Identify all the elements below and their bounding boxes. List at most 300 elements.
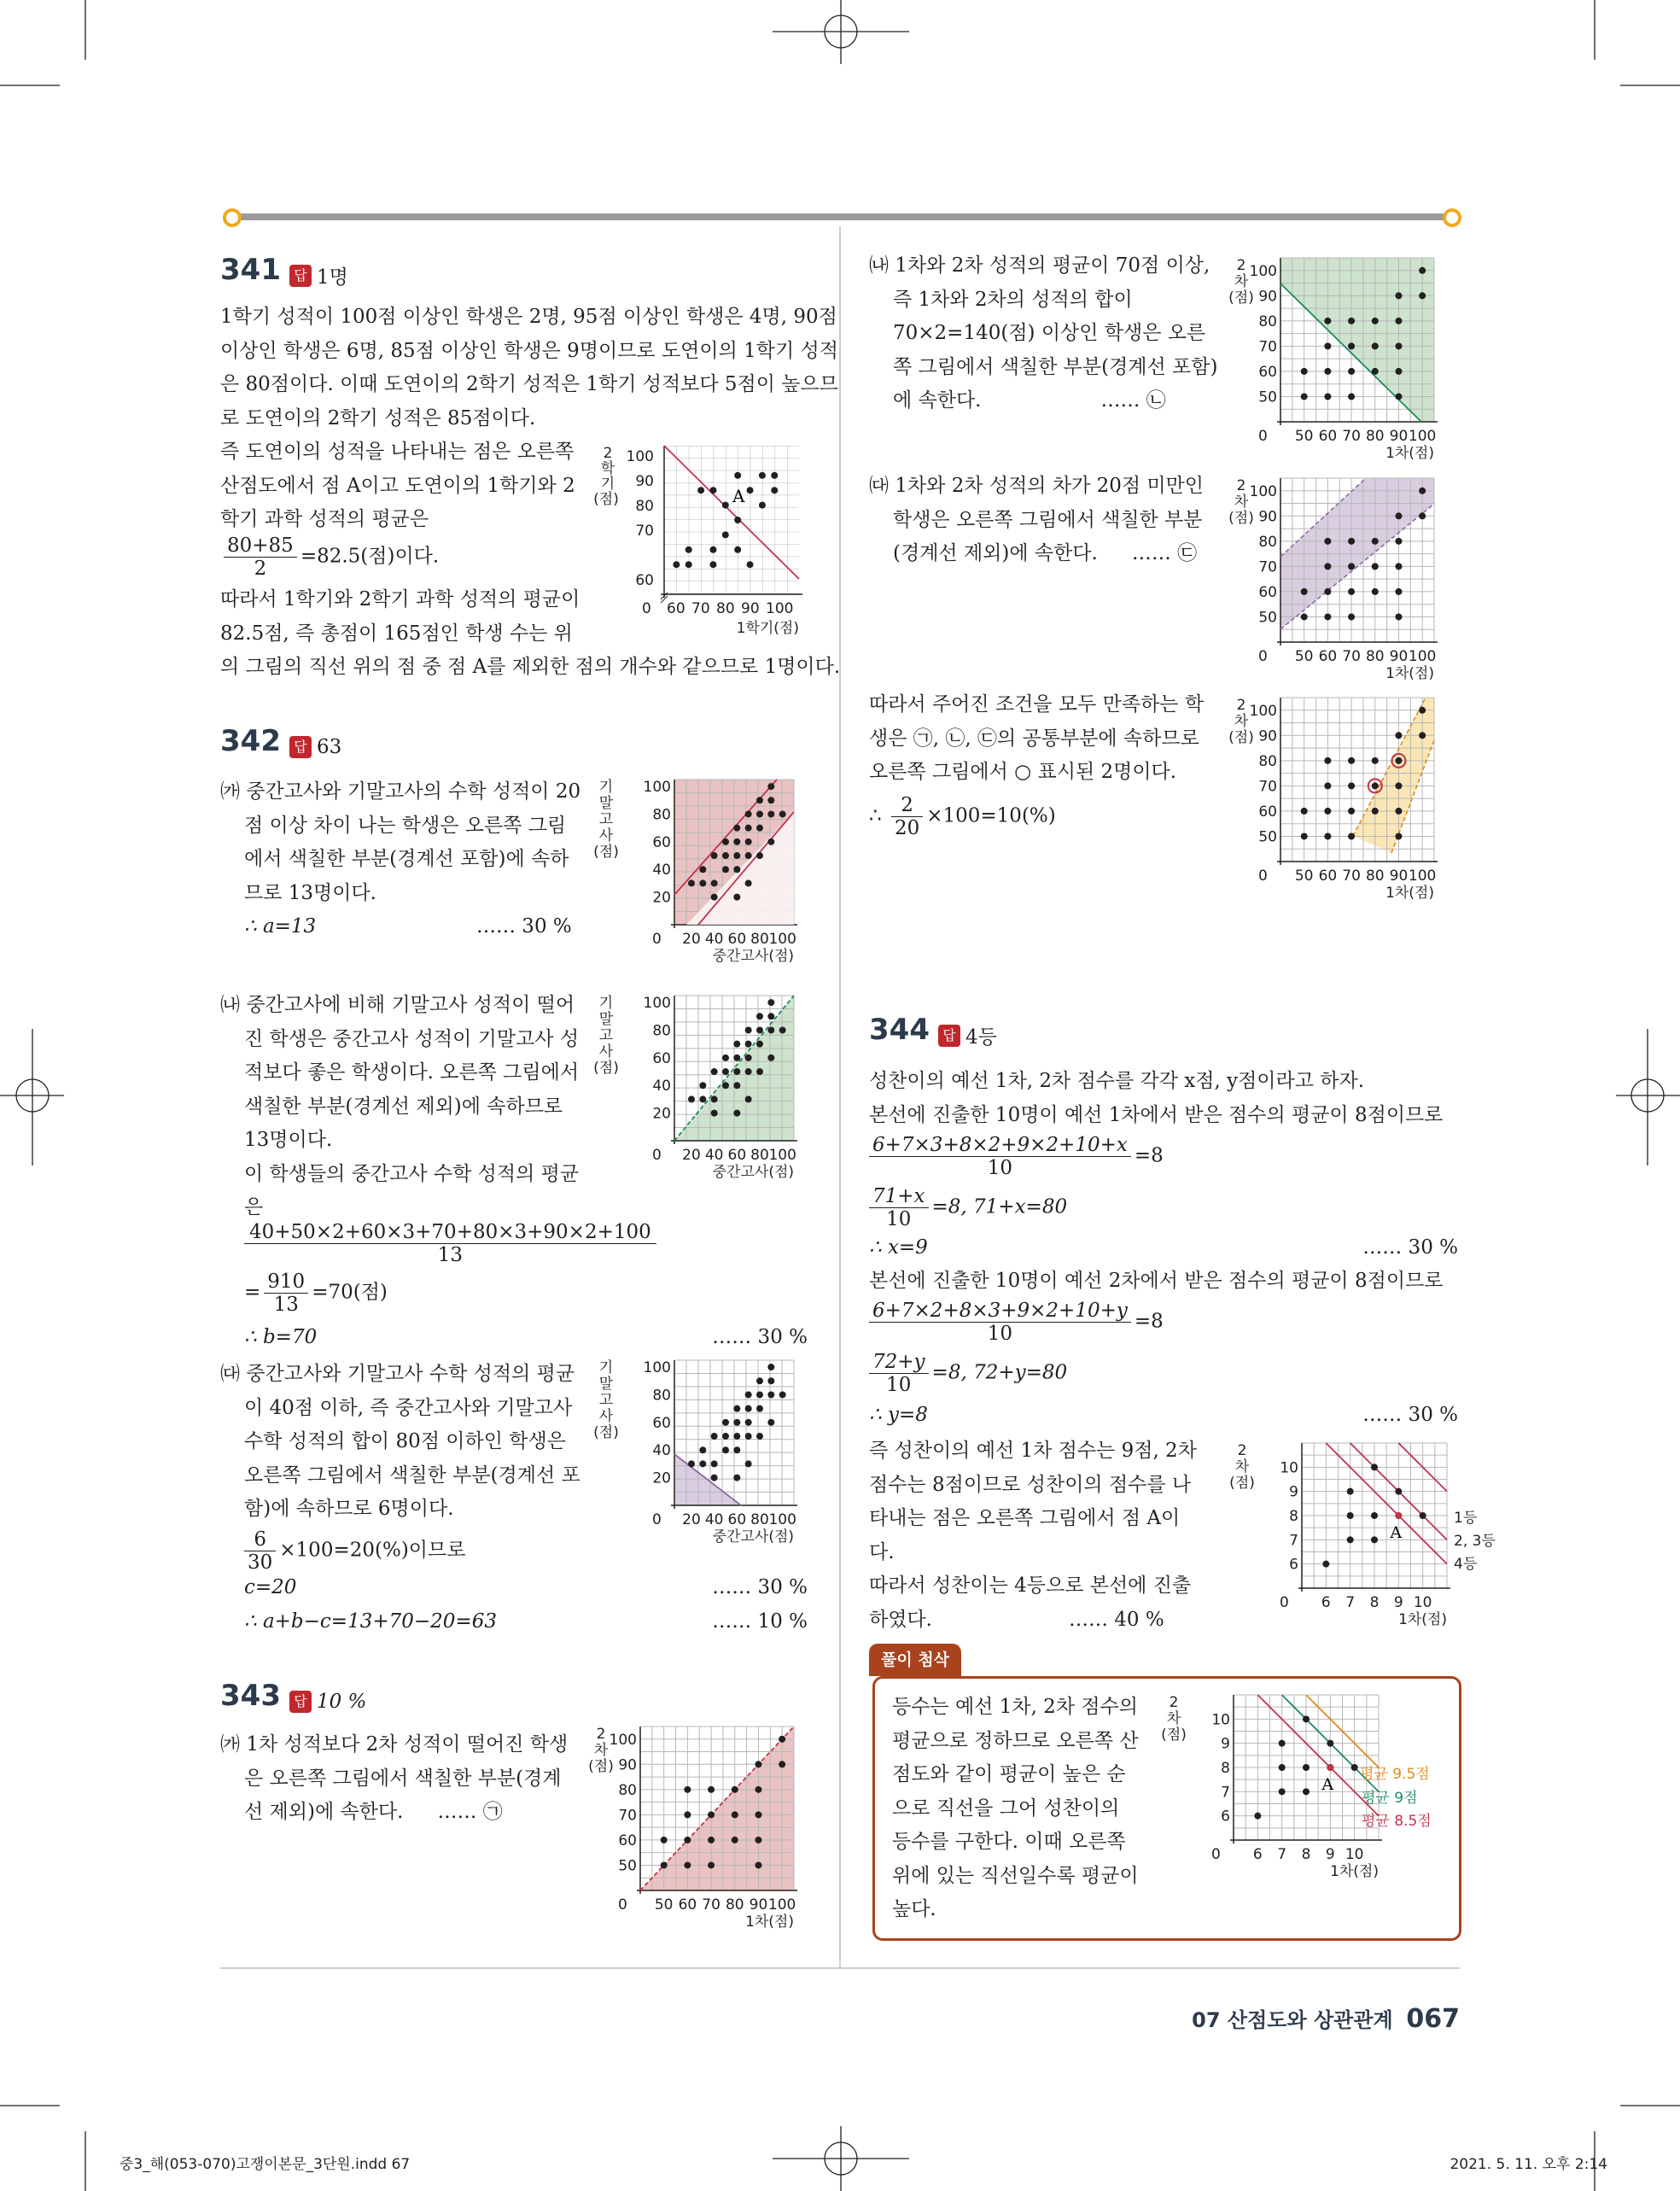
xlabel: 중간고사(점): [712, 1528, 794, 1545]
data-point: [709, 561, 716, 568]
text-line: 위에 있는 직선일수록 평균이: [892, 1864, 1139, 1887]
data-point: [1348, 757, 1355, 764]
problem-341-header: [220, 253, 348, 289]
data-point: [734, 546, 741, 553]
ylabel-char: 사: [598, 1043, 614, 1060]
p342-na-result: = $\frac{910}{13}$ =70(점): [244, 1271, 388, 1316]
origin-label: 0: [652, 1147, 662, 1164]
data-point: [1371, 1464, 1378, 1470]
therefore: ∴: [869, 804, 882, 827]
p343-part-na: [869, 249, 1217, 418]
text-line: 수학 성적의 합이 80점 이하인 학생은: [244, 1430, 566, 1452]
data-point: [733, 866, 740, 873]
p342-part-na: [220, 989, 579, 1225]
part-marker: ㈎: [220, 780, 240, 803]
data-point: [756, 1013, 763, 1020]
data-point: [779, 1736, 785, 1743]
data-point: [688, 1096, 695, 1102]
fraction-tail: =8, 71+x=80: [931, 1195, 1068, 1218]
data-point: [733, 1419, 740, 1426]
data-point: [699, 1460, 706, 1467]
data-point: [1395, 318, 1402, 324]
data-point: [759, 502, 766, 509]
data-point: [767, 1391, 774, 1398]
xtick: 100: [766, 600, 794, 617]
final-answer: ∴ a+b−c=13+70−20=63: [244, 1610, 497, 1633]
score: …… 30 %: [712, 1576, 808, 1598]
p342-final: [244, 1605, 808, 1639]
data-point: [745, 825, 752, 832]
ylabel-char: 차: [1234, 273, 1249, 290]
data-point: [1303, 1788, 1310, 1795]
scatter-343-ga: [589, 1716, 820, 1938]
data-point: [1395, 563, 1402, 570]
data-point: [711, 1460, 718, 1467]
line-label: 2, 3등: [1454, 1533, 1496, 1550]
problem-number: 342: [220, 724, 281, 758]
xtick: 80: [1365, 648, 1385, 665]
ylabel-char: 2: [1236, 477, 1246, 494]
data-point: [1371, 1536, 1378, 1543]
text-line: 이 학생들의 중간고사 수학 성적의 평균: [244, 1162, 580, 1185]
data-point: [711, 852, 718, 859]
data-point: [673, 561, 680, 568]
header-dot-left: [223, 208, 242, 227]
text-line: 진 학생은 중간고사 성적이 기말고사 성: [244, 1027, 580, 1050]
ytick: 90: [1258, 727, 1277, 745]
ytick: 50: [1258, 828, 1277, 846]
ytick: 60: [635, 572, 654, 589]
data-point: [1279, 1788, 1286, 1795]
data-point: [1254, 1813, 1261, 1820]
ytick: 80: [652, 1387, 671, 1405]
data-point: [708, 1837, 715, 1843]
data-point: [1301, 808, 1308, 815]
data-point: [708, 1786, 715, 1793]
data-point: [1372, 808, 1379, 815]
data-point: [1372, 538, 1379, 545]
xtick: 80: [750, 1147, 769, 1164]
answer-badge: 답: [289, 736, 312, 758]
data-point: [767, 1377, 774, 1384]
ytick: 80: [1258, 533, 1277, 551]
text-line: 즉 1차와 2차의 성적의 합이: [893, 288, 1133, 311]
data-point: [771, 472, 778, 479]
text-line: 따라서 주어진 조건을 모두 만족하는 학: [869, 693, 1205, 716]
data-point: [1347, 1512, 1354, 1519]
data-point: [745, 1419, 752, 1426]
data-point: [733, 1055, 740, 1061]
data-point: [1395, 512, 1402, 519]
ylabel-char: 고: [598, 811, 614, 828]
scatter-341: [589, 435, 820, 640]
text-line: 82.5점, 즉 총점이 165점인 학생 수는 위: [220, 622, 573, 645]
xtick: 60: [727, 931, 747, 948]
origin-label: 0: [652, 931, 662, 948]
text-line: 중간고사와 기말고사 수학 성적의 평균: [246, 1363, 575, 1385]
fraction-numerator: 6+7×3+8×2+9×2+10+x: [869, 1134, 1131, 1157]
scatter-342-na: [589, 989, 820, 1194]
xtick: 6: [1252, 1846, 1263, 1863]
line-label: 4등: [1454, 1556, 1478, 1573]
xtick: 60: [678, 1896, 697, 1913]
ylabel-char: 2: [1169, 1694, 1179, 1711]
answer-badge: 답: [289, 1691, 312, 1713]
xtick: 100: [768, 1147, 796, 1164]
ytick: 90: [635, 473, 654, 490]
ytick: 90: [1258, 508, 1277, 526]
data-point: [1324, 833, 1331, 839]
data-point: [1395, 393, 1402, 400]
data-point: [1322, 1561, 1329, 1568]
ylabel-char: 고: [598, 1392, 614, 1409]
data-point: [745, 1068, 752, 1075]
print-slug-file: 중3_해(053-070)고쟁이본문_3단원.indd 67: [120, 2156, 411, 2173]
text-line: 따라서 성찬이는 4등으로 본선에 진출: [869, 1575, 1192, 1597]
data-point: [732, 1837, 738, 1843]
score: …… 10 %: [712, 1610, 808, 1633]
data-point: [1348, 833, 1355, 839]
part-marker: ㈎: [220, 1733, 240, 1756]
data-point: [685, 561, 692, 568]
text-line: 본선에 진출한 10명이 예선 2차에서 받은 점수의 평균이 8점이므로: [869, 1270, 1444, 1292]
text-line: 1차 성적보다 2차 성적이 떨어진 학생: [246, 1733, 569, 1756]
data-point: [1372, 563, 1379, 570]
data-point: [1372, 368, 1379, 375]
ytick: 100: [1249, 262, 1277, 280]
data-point: [779, 1391, 786, 1398]
ylabel-unit: (점): [1229, 1475, 1255, 1492]
data-point: [722, 838, 729, 845]
data-point: [722, 1433, 729, 1440]
data-point: [1395, 757, 1402, 764]
data-point: [745, 1391, 752, 1398]
data-point: [755, 1837, 761, 1843]
ytick: 90: [618, 1756, 637, 1774]
xtick: 60: [727, 1511, 747, 1528]
xtick: 7: [1277, 1846, 1287, 1863]
fraction-denominator: 13: [437, 1244, 464, 1266]
answer-text: 10 %: [316, 1690, 367, 1713]
data-point: [1324, 613, 1331, 620]
ytick: 60: [652, 833, 671, 851]
ylabel-char: 말: [598, 1011, 614, 1028]
data-point: [1301, 833, 1308, 839]
data-point: [684, 1837, 691, 1843]
data-point: [779, 810, 786, 817]
text-line: 점도와 같이 평균이 높은 순: [892, 1763, 1126, 1785]
data-point: [1419, 707, 1426, 714]
data-point: [779, 1761, 785, 1767]
ytick: 80: [1258, 752, 1277, 770]
text-line: 점 이상 차이 나는 학생은 오른쪽 그림: [244, 814, 567, 837]
ytick: 6: [1289, 1556, 1298, 1574]
data-point: [684, 1786, 691, 1793]
ytick: 8: [1221, 1760, 1230, 1777]
data-point: [745, 852, 752, 859]
origin-label: 0: [652, 1511, 662, 1528]
data-point: [1348, 563, 1355, 570]
data-point: [745, 810, 752, 817]
ytick: 70: [1258, 338, 1277, 356]
data-point: [1347, 1488, 1354, 1495]
point-A-label: A: [1390, 1523, 1403, 1542]
header-bar: [234, 213, 1451, 220]
data-point: [1372, 342, 1379, 349]
p342-da-fraction: [244, 1528, 465, 1574]
ytick: 60: [618, 1832, 637, 1849]
point-A: [1395, 1512, 1402, 1519]
text-line: 이상인 학생은 6명, 85점 이상인 학생은 9명이므로 도연이의 1학기 성적: [220, 339, 838, 362]
xtick: 90: [749, 1896, 768, 1913]
data-point: [722, 1055, 729, 1061]
xtick: 70: [1342, 648, 1361, 665]
xtick: 100: [768, 1511, 796, 1528]
ytick: 100: [643, 995, 671, 1013]
ylabel-char: 차: [1234, 713, 1249, 730]
data-point: [745, 879, 752, 886]
data-point: [756, 852, 763, 859]
p343-part-da: [869, 470, 1204, 571]
fraction-numerator: 910: [264, 1271, 308, 1294]
xtick: 80: [1365, 868, 1385, 885]
ylabel-char: 차: [593, 1742, 609, 1759]
ytick: 7: [1221, 1784, 1230, 1802]
data-point: [722, 531, 729, 538]
text-line: 본선에 진출한 10명이 예선 1차에서 받은 점수의 평균이 8점이므로: [869, 1103, 1444, 1126]
text-line: 은 80점이다. 이때 도연이의 2학기 성적은 1학기 성적보다 5점이 높으므: [220, 373, 838, 395]
data-point: [733, 825, 740, 832]
xtick: 6: [1321, 1594, 1331, 1611]
data-point: [1372, 757, 1379, 764]
ytick: 10: [1211, 1711, 1230, 1729]
p344-intro: [869, 1065, 1443, 1132]
data-point: [1395, 732, 1402, 739]
data-point: [697, 487, 704, 494]
xlabel: 1차(점): [1385, 665, 1434, 682]
data-point: [767, 810, 774, 817]
line-label: 평균 8.5점: [1362, 1813, 1432, 1830]
xtick: 20: [682, 931, 701, 948]
data-point: [767, 1055, 774, 1061]
xtick: 80: [725, 1896, 744, 1913]
xtick: 10: [1345, 1846, 1364, 1863]
fraction-tail: ×100=20(%)이므로: [279, 1539, 466, 1562]
conclusion: ∴ a=13: [244, 915, 317, 938]
part-marker: ㈐: [220, 1363, 240, 1385]
xtick: 40: [704, 1511, 724, 1528]
ytick: 6: [1221, 1808, 1230, 1826]
text-line: 점수는 8점이므로 성찬이의 점수를 나: [869, 1473, 1192, 1496]
data-point: [733, 1446, 740, 1453]
problem-number: 343: [220, 1679, 281, 1713]
ylabel-char: 고: [598, 1027, 614, 1044]
ytick: 100: [1249, 482, 1277, 500]
data-point: [767, 1013, 774, 1020]
ytick: 50: [1258, 389, 1277, 406]
data-point: [1395, 808, 1402, 815]
data-point: [1324, 368, 1331, 375]
xtick: 90: [1389, 428, 1409, 445]
origin-label: 0: [1258, 428, 1268, 445]
ylabel-char: 말: [598, 1376, 614, 1393]
p344-eq4: [869, 1351, 1067, 1396]
data-point: [699, 1096, 706, 1102]
text-line: 1차와 2차 성적의 평균이 70점 이상,: [895, 254, 1210, 277]
data-point: [732, 1811, 738, 1818]
text-line: 즉 도연이의 성적을 나타내는 점은 오른쪽: [220, 441, 575, 463]
data-point: [733, 1475, 740, 1481]
data-point: [1395, 1488, 1402, 1495]
data-point: [1395, 292, 1402, 299]
fraction-numerator: 6: [244, 1528, 276, 1551]
problem-342-header: [220, 724, 341, 758]
ytick: 80: [652, 806, 671, 824]
data-point: [1327, 1740, 1333, 1747]
data-point: [708, 1811, 715, 1818]
data-point: [734, 472, 741, 479]
xtick: 9: [1393, 1594, 1403, 1611]
data-point: [745, 1433, 752, 1440]
data-point: [1301, 368, 1308, 375]
xtick: 9: [1325, 1846, 1335, 1863]
page-footer: [1192, 2003, 1460, 2034]
ytick: 40: [652, 1078, 671, 1096]
data-point: [711, 1096, 718, 1102]
origin-label: 0: [1258, 868, 1268, 885]
p344-l3: [869, 1265, 1443, 1299]
fraction-tail: =82.5(점)이다.: [300, 545, 440, 568]
xlabel: 1차(점): [1398, 1611, 1447, 1628]
data-point: [1395, 613, 1402, 620]
part-marker: ㈏: [869, 254, 889, 277]
ytick: 10: [1280, 1459, 1298, 1477]
data-point: [1347, 1536, 1354, 1543]
origin-label: 0: [1258, 648, 1268, 665]
data-point: [767, 797, 774, 803]
page-number: 067: [1406, 2004, 1460, 2034]
data-point: [722, 866, 729, 873]
data-point: [745, 1405, 752, 1412]
text-line: 1차와 2차 성적의 차가 20점 미만인: [895, 475, 1205, 497]
data-point: [756, 1391, 763, 1398]
data-point: [1324, 393, 1331, 400]
ytick: 70: [635, 523, 654, 540]
data-point: [1324, 318, 1331, 324]
data-point: [756, 1377, 763, 1384]
data-point: [745, 1096, 752, 1102]
fraction-denominator: 13: [273, 1294, 299, 1316]
score: …… 30 %: [712, 1326, 808, 1348]
ytick: 9: [1221, 1735, 1230, 1753]
data-point: [756, 825, 763, 832]
tag: …… ㉢: [1131, 542, 1198, 564]
data-point: [709, 546, 716, 553]
text-line: 오른쪽 그림에서 ○ 표시된 2명이다.: [869, 761, 1177, 783]
xtick: 100: [1408, 648, 1437, 665]
part-marker: ㈏: [220, 994, 240, 1016]
text-line: 타내는 점은 오른쪽 그림에서 점 A이: [869, 1507, 1181, 1529]
data-point: [708, 1861, 715, 1868]
data-point: [733, 1433, 740, 1440]
text-line: 등수를 구한다. 이때 오른쪽: [892, 1831, 1126, 1853]
data-point: [722, 502, 729, 509]
ylabel-char: 2: [1237, 1442, 1247, 1459]
data-point: [771, 487, 778, 494]
data-point: [1301, 613, 1308, 620]
data-point: [711, 1110, 718, 1117]
text-line: 에서 색칠한 부분(경계선 포함)에 속하: [244, 848, 569, 870]
data-point: [755, 1786, 761, 1793]
ytick: 50: [618, 1857, 637, 1875]
text-line: 은 오른쪽 그림에서 색칠한 부분(경계: [244, 1767, 562, 1790]
data-point: [745, 1026, 752, 1033]
text-line: 선 제외)에 속한다.: [244, 1801, 404, 1823]
scatter-344: [1216, 1434, 1496, 1631]
p342-part-da: [220, 1358, 580, 1527]
data-point: [759, 472, 766, 479]
fraction-tail: =8: [1134, 1310, 1164, 1333]
xtick: 50: [654, 1896, 674, 1913]
problem-number: 344: [869, 1013, 930, 1047]
ylabel-unit: (점): [593, 1060, 619, 1077]
data-point: [1348, 808, 1355, 815]
score: …… 30 %: [1362, 1404, 1458, 1426]
data-point: [688, 879, 695, 886]
ylabel-unit: (점): [1228, 510, 1254, 527]
score: …… 30 %: [1362, 1236, 1458, 1259]
data-point: [1395, 368, 1402, 375]
data-point: [709, 487, 716, 494]
data-point: [1324, 782, 1331, 789]
data-point: [767, 1026, 774, 1033]
fraction-denominator: 10: [987, 1323, 1013, 1345]
data-point: [745, 1460, 752, 1467]
ylabel-char: 기: [598, 1359, 614, 1376]
data-point: [1395, 342, 1402, 349]
data-point: [755, 1861, 761, 1868]
ytick: 100: [643, 1359, 671, 1377]
origin-label: 0: [1280, 1594, 1289, 1611]
data-point: [1324, 808, 1331, 815]
data-point: [722, 1446, 729, 1453]
data-point: [733, 838, 740, 845]
data-point: [1372, 782, 1379, 789]
ylabel-unit: (점): [593, 1424, 619, 1441]
text-line: 학기 과학 성적의 평균은: [220, 508, 429, 530]
ytick: 90: [1258, 288, 1277, 306]
ylabel-char: 사: [598, 1408, 614, 1425]
data-point: [699, 866, 706, 873]
ytick: 100: [626, 448, 654, 465]
text-line: 으로 직선을 그어 성찬이의: [892, 1797, 1120, 1820]
data-point: [1301, 393, 1308, 400]
answer-text: 1명: [316, 266, 348, 289]
scatter-343-combined: [1229, 687, 1460, 909]
text-line: 하였다.: [869, 1608, 932, 1631]
xtick: 20: [682, 1511, 701, 1528]
data-point: [747, 487, 754, 494]
data-point: [734, 517, 741, 523]
data-point: [756, 1068, 763, 1075]
data-point: [1419, 488, 1426, 494]
ytick: 20: [652, 1105, 671, 1123]
data-point: [745, 1055, 752, 1061]
p344-c2: [869, 1399, 1458, 1433]
fraction-denominator: 20: [894, 817, 920, 839]
point-A: [1327, 1764, 1333, 1771]
ytick: 80: [618, 1781, 637, 1799]
